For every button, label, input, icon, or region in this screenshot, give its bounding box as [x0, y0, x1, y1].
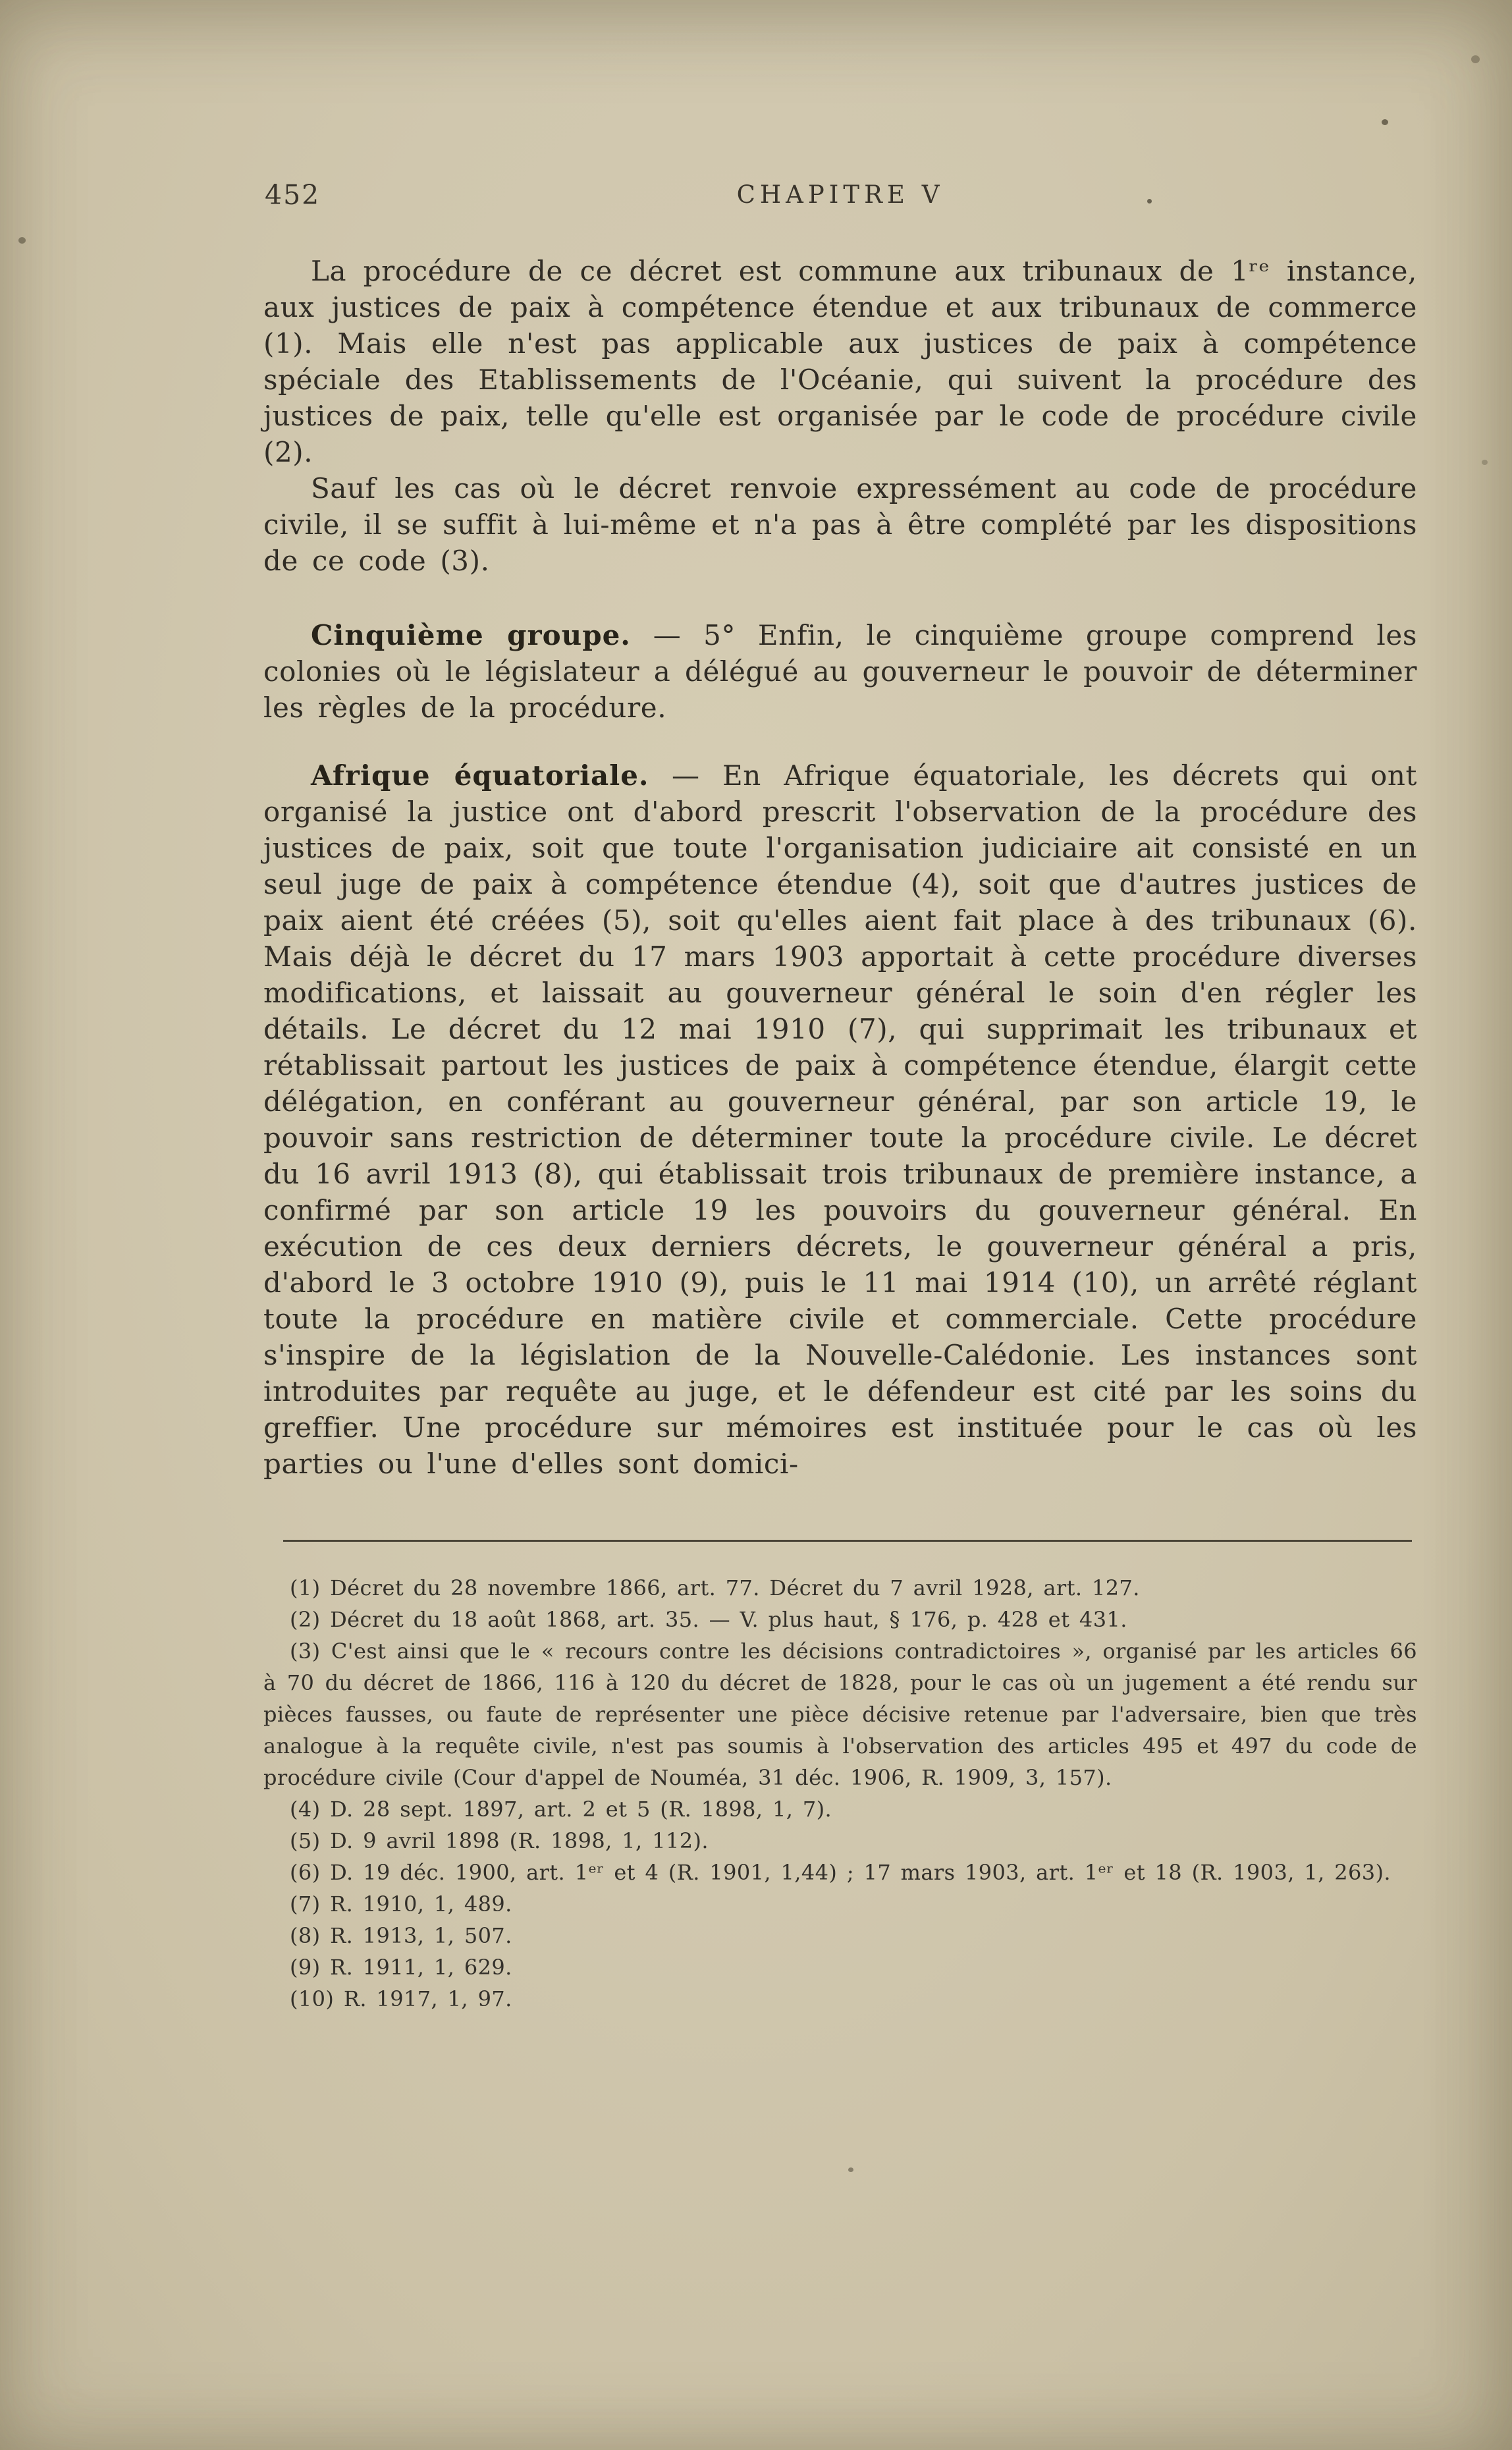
chapter-title: CHAPITRE V	[736, 180, 944, 209]
footnote: (6) D. 19 déc. 1900, art. 1ᵉʳ et 4 (R. 1901, 1,44) ; 17 mars 1903, art. 1ᵉʳ et 18 (R. 1903, 1, 263).	[290, 1860, 1391, 1885]
text-column	[263, 179, 1417, 2015]
paragraph-lead: Afrique équatoriale.	[311, 759, 649, 792]
paper-speck	[848, 2167, 853, 2172]
footnote: (1) Décret du 28 novembre 1866, art. 77. Décret du 7 avril 1928, art. 127.	[290, 1575, 1140, 1600]
paragraph	[263, 253, 1417, 470]
footnote: (5) D. 9 avril 1898 (R. 1898, 1, 112).	[290, 1828, 709, 1853]
paper-speck	[18, 237, 26, 244]
footnote: (9) R. 1911, 1, 629.	[290, 1955, 512, 1980]
paragraph-text: — En Afrique équatoriale, les décrets qui ont organisé la justice ont d'abord prescrit l'observation de la procédure des justices de paix, soit que toute l'organisation judiciaire ait consisté en un seul juge de paix à compétence étendue (4), soit que d'autres justices de paix aient été créées (5), soit qu'elles aient fait place à des tribunaux (6). Mais déjà le décret du 17 mars 1903 apportait à cette procédure diverses modifications, et laissait au gouverneur général le soin d'en régler les détails. Le décret du 12 mai 1910 (7), qui supprimait les tribunaux et rétablissait partout les justices de paix à compétence étendue, élargit cette délégation, en conférant au gouverneur général, par son article 19, le pouvoir sans restriction de déterminer toute la procédure civile. Le décret du 16 avril 1913 (8), qui établissait trois tribunaux de première instance, a confirmé par son article 19 les pouvoirs du gouverneur général. En exécution de ces deux derniers décrets, le gouverneur général a pris, d'abord le 3 octobre 1910 (9), puis le 11 mai 1914 (10), un arrêté réglant toute la procédure en matière civile et commerciale. Cette procédure s'inspire de la législation de la Nouvelle-Calédonie. Les instances sont introduites par requête au juge, et le défendeur est cité par les soins du greffier. Une procédure sur mémoires est instituée pour le cas où les parties ou l'une d'elles sont domici-	[263, 759, 1417, 1480]
paragraph	[263, 470, 1417, 579]
paragraph-text: — 5° Enfin, le cinquième groupe comprend les colonies où le législateur a délégué au gouverneur le pouvoir de déterminer les règles de la procédure.	[263, 619, 1417, 724]
page-number: 452	[265, 179, 321, 211]
paragraph-lead: Cinquième groupe.	[311, 619, 631, 651]
body-text	[263, 253, 1417, 1482]
footnotes-section	[263, 1572, 1417, 2015]
paper-speck	[1471, 55, 1480, 63]
footnote-divider	[283, 1540, 1412, 1542]
footnote: (4) D. 28 sept. 1897, art. 2 et 5 (R. 1898, 1, 7).	[290, 1797, 832, 1822]
footnote: (8) R. 1913, 1, 507.	[290, 1923, 512, 1948]
paper-speck	[1482, 460, 1488, 465]
paragraph	[263, 757, 1417, 1482]
paragraph-text: Sauf les cas où le décret renvoie expressément au code de procédure civile, il se suffit à lui-même et n'a pas à être complété par les dispositions de ce code (3).	[263, 472, 1417, 577]
paragraph	[263, 617, 1417, 726]
footnote: (3) C'est ainsi que le « recours contre les décisions contradictoires », organisé par les articles 66 à 70 du décret de 1866, 116 à 120 du décret de 1828, pour le cas où un jugement a été rendu sur pièces fausses, ou faute de représenter une pièce décisive retenue par l'adversaire, bien que très analogue à la requête civile, n'est pas soumis à l'observation des articles 495 et 497 du code de procédure civile (Cour d'appel de Nouméa, 31 déc. 1906, R. 1909, 3, 157).	[263, 1639, 1417, 1790]
paper-speck	[1382, 119, 1388, 125]
footnote: (7) R. 1910, 1, 489.	[290, 1892, 512, 1917]
footnote: (10) R. 1917, 1, 97.	[290, 1986, 512, 2011]
running-header	[263, 179, 1417, 216]
footnote: (2) Décret du 18 août 1868, art. 35. — V. plus haut, § 176, p. 428 et 431.	[290, 1607, 1127, 1632]
paragraph-text: La procédure de ce décret est commune aux tribunaux de 1ʳᵉ instance, aux justices de paix à compétence étendue et aux tribunaux de commerce (1). Mais elle n'est pas applicable aux justices de paix à compétence spéciale des Etablissements de l'Océanie, qui suivent la procédure des justices de paix, telle qu'elle est organisée par le code de procédure civile (2).	[263, 255, 1417, 468]
